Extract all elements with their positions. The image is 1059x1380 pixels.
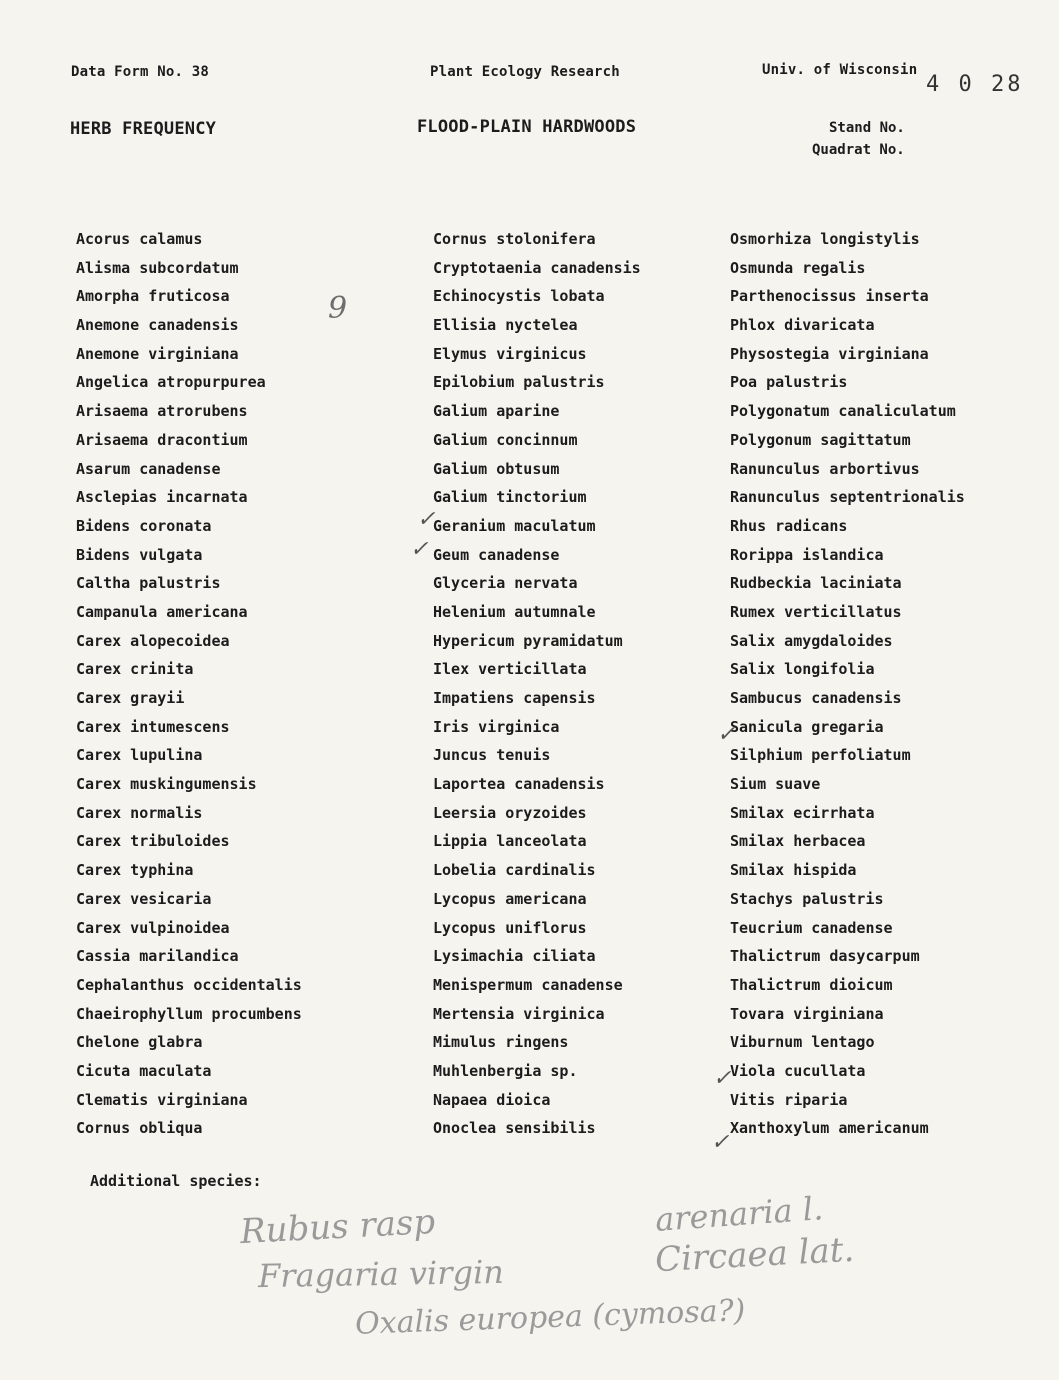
species-name: Menispermum canadense bbox=[433, 975, 623, 994]
handwritten-rubus: Rubus rasp bbox=[239, 1201, 437, 1253]
species-name: Amorpha fruticosa bbox=[76, 287, 230, 306]
species-name: Hypericum pyramidatum bbox=[433, 631, 623, 650]
species-name: Carex normalis bbox=[76, 803, 203, 822]
species-name: Leersia oryzoides bbox=[433, 803, 587, 822]
species-name: Carex lupulina bbox=[76, 746, 203, 765]
species-name: Osmorhiza longistylis bbox=[730, 230, 920, 248]
species-name: Sanicula gregaria bbox=[730, 717, 884, 736]
species-name: Carex crinita bbox=[76, 660, 194, 679]
species-name: Sium suave bbox=[730, 775, 821, 794]
quadrat-no-label: Quadrat No. bbox=[812, 142, 905, 158]
species-name: Sambucus canadensis bbox=[730, 689, 902, 707]
species-name: Cicuta maculata bbox=[76, 1061, 212, 1080]
species-name: Campanula americana bbox=[76, 602, 248, 621]
species-name: Carex vesicaria bbox=[76, 889, 212, 908]
species-name: Glyceria nervata bbox=[433, 574, 578, 593]
species-name: Viola cucullata bbox=[730, 1061, 866, 1080]
species-name: Carex grayii bbox=[76, 689, 185, 707]
species-column-3 bbox=[730, 228, 965, 1146]
species-name: Stachys palustris bbox=[730, 889, 884, 908]
species-name: Chelone glabra bbox=[76, 1033, 203, 1052]
species-name: Polygonum sagittatum bbox=[730, 430, 911, 449]
species-name: Onoclea sensibilis bbox=[433, 1119, 596, 1138]
species-name: Lysimachia ciliata bbox=[433, 947, 596, 966]
species-name: Bidens coronata bbox=[76, 516, 212, 535]
species-name: Rorippa islandica bbox=[730, 545, 884, 564]
species-name: Parthenocissus inserta bbox=[730, 287, 929, 306]
species-name: Cornus obliqua bbox=[76, 1119, 203, 1138]
species-name: Ranunculus arbortivus bbox=[730, 459, 920, 478]
species-name: Lippia lanceolata bbox=[433, 832, 587, 851]
species-name: Smilax ecirrhata bbox=[730, 803, 875, 822]
species-name: Alisma subcordatum bbox=[76, 258, 239, 277]
species-name: Cephalanthus occidentalis bbox=[76, 975, 302, 994]
species-name: Juncus tenuis bbox=[433, 746, 551, 765]
species-name: Galium tinctorium bbox=[433, 488, 587, 507]
species-name: Thalictrum dasycarpum bbox=[730, 947, 920, 966]
species-name: Arisaema dracontium bbox=[76, 430, 248, 449]
species-name: Mimulus ringens bbox=[433, 1033, 569, 1052]
species-name: Impatiens capensis bbox=[433, 689, 596, 707]
species-name: Muhlenbergia sp. bbox=[433, 1061, 578, 1080]
species-column-2 bbox=[433, 228, 641, 1146]
species-name: Acorus calamus bbox=[76, 230, 203, 248]
species-name: Napaea dioica bbox=[433, 1090, 551, 1109]
species-name: Elymus virginicus bbox=[433, 344, 587, 363]
species-name: Viburnum lentago bbox=[730, 1033, 875, 1052]
species-name: Asclepias incarnata bbox=[76, 488, 248, 507]
species-name: Ellisia nyctelea bbox=[433, 316, 578, 335]
species-name: Echinocystis lobata bbox=[433, 287, 605, 306]
species-name: Ilex verticillata bbox=[433, 660, 587, 679]
species-name: Carex tribuloides bbox=[76, 832, 230, 851]
species-name: Anemone virginiana bbox=[76, 344, 239, 363]
form-number: Data Form No. 38 bbox=[71, 64, 210, 80]
species-name: Cassia marilandica bbox=[76, 947, 239, 966]
check-mark: ✓ bbox=[711, 1130, 730, 1155]
stand-no-label: Stand No. bbox=[829, 120, 905, 136]
handwritten-oxalis: Oxalis europea (cymosa?) bbox=[354, 1293, 746, 1342]
community-title: FLOOD-PLAIN HARDWOODS bbox=[417, 117, 637, 137]
species-name: Smilax hispida bbox=[730, 861, 857, 880]
handwritten-arenaria: arenaria l. bbox=[653, 1189, 825, 1239]
species-name: Cryptotaenia canadensis bbox=[433, 258, 641, 277]
species-name: Teucrium canadense bbox=[730, 918, 893, 937]
form-title: HERB FREQUENCY bbox=[70, 119, 217, 139]
species-name: Mertensia virginica bbox=[433, 1004, 605, 1023]
species-name: Tovara virginiana bbox=[730, 1004, 884, 1023]
species-name: Epilobium palustris bbox=[433, 373, 605, 392]
species-name: Galium obtusum bbox=[433, 459, 560, 478]
species-name: Geranium maculatum bbox=[433, 516, 596, 535]
species-name: Bidens vulgata bbox=[76, 545, 203, 564]
species-name: Anemone canadensis bbox=[76, 316, 239, 335]
species-name: Lycopus uniflorus bbox=[433, 918, 587, 937]
species-name: Lobelia cardinalis bbox=[433, 861, 596, 880]
species-name: Xanthoxylum americanum bbox=[730, 1119, 929, 1138]
species-name: Lycopus americana bbox=[433, 889, 587, 908]
species-name: Arisaema atrorubens bbox=[76, 402, 248, 421]
species-name: Carex typhina bbox=[76, 861, 194, 880]
species-name: Smilax herbacea bbox=[730, 832, 866, 851]
species-name: Physostegia virginiana bbox=[730, 344, 929, 363]
species-name: Thalictrum dioicum bbox=[730, 975, 893, 994]
species-name: Ranunculus septentrionalis bbox=[730, 488, 965, 507]
species-name: Galium concinnum bbox=[433, 430, 578, 449]
species-name: Carex alopecoidea bbox=[76, 631, 230, 650]
species-name: Polygonatum canaliculatum bbox=[730, 402, 956, 421]
species-name: Rudbeckia laciniata bbox=[730, 574, 902, 593]
check-mark: ✓ bbox=[417, 507, 436, 532]
species-name: Geum canadense bbox=[433, 545, 560, 564]
species-name: Asarum canadense bbox=[76, 459, 221, 478]
stamp-number: 4 0 28 bbox=[926, 72, 1024, 97]
species-name: Cornus stolonifera bbox=[433, 230, 596, 248]
species-name: Carex vulpinoidea bbox=[76, 918, 230, 937]
organization: Plant Ecology Research bbox=[430, 64, 620, 80]
check-mark: ✓ bbox=[410, 537, 429, 562]
species-name: Silphium perfoliatum bbox=[730, 746, 911, 765]
species-name: Carex intumescens bbox=[76, 717, 230, 736]
species-name: Chaeirophyllum procumbens bbox=[76, 1004, 302, 1023]
additional-species-label: Additional species: bbox=[90, 1172, 262, 1190]
species-name: Vitis riparia bbox=[730, 1090, 848, 1109]
species-name: Phlox divaricata bbox=[730, 316, 875, 335]
species-name: Salix amygdaloides bbox=[730, 631, 893, 650]
university: Univ. of Wisconsin bbox=[762, 62, 918, 78]
handwritten-circaea: Circaea lat. bbox=[654, 1229, 856, 1281]
species-name: Laportea canadensis bbox=[433, 775, 605, 794]
species-name: Clematis virginiana bbox=[76, 1090, 248, 1109]
handwritten-nine: 9 bbox=[328, 291, 348, 326]
species-name: Angelica atropurpurea bbox=[76, 373, 266, 392]
species-name: Caltha palustris bbox=[76, 574, 221, 593]
species-name: Poa palustris bbox=[730, 373, 848, 392]
handwritten-fragaria: Fragaria virgin bbox=[257, 1252, 505, 1296]
species-name: Rhus radicans bbox=[730, 516, 848, 535]
species-name: Salix longifolia bbox=[730, 660, 875, 679]
species-name: Carex muskingumensis bbox=[76, 775, 257, 794]
species-name: Osmunda regalis bbox=[730, 258, 866, 277]
species-name: Iris virginica bbox=[433, 717, 560, 736]
species-name: Helenium autumnale bbox=[433, 602, 596, 621]
check-mark: ✓ bbox=[713, 1066, 732, 1091]
species-name: Rumex verticillatus bbox=[730, 602, 902, 621]
species-name: Galium aparine bbox=[433, 402, 560, 421]
species-column-1 bbox=[76, 228, 302, 1146]
check-mark: ✓ bbox=[717, 722, 736, 747]
